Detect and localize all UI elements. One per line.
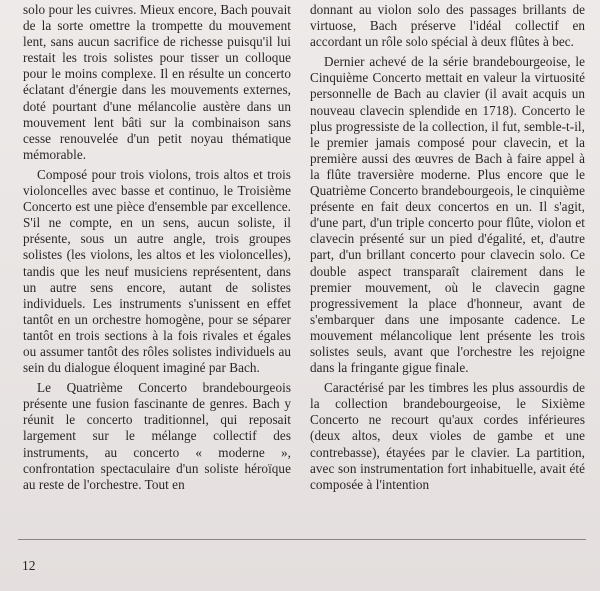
- left-text-column: [23, 2, 291, 493]
- right-text-column: [310, 2, 585, 493]
- paragraph: Dernier achevé de la série brandebourgeoise, le Cinquième Concerto mettait en valeur la virtuosité personnelle de Bach au clavier (il avait acquis un nouveau clavecin splendide en 1718). Concerto le plus progressiste de la collection, il fut, semble-t-il, le premier jamais composé pour clavecin, et la première aussi des œuvres de Bach à faire appel à la flûte traversière moderne. Plus encore que le Quatrième Concerto brandebourgeois, le cinquième présente en fait deux concertos en un. Il s'agit, d'une part, d'un triple concerto pour flûte, violon et clavecin présenté sur un pied d'égalité, et, d'autre part, d'un brillant concerto pour clavecin solo. Ce double aspect transparaît clairement dans le premier mouvement, où le clavecin gagne progressivement la place d'honneur, avant de s'embarquer dans une imposante cadence. Le mouvement mélancolique lent présente les trois solistes seuls, avant que l'orchestre les rejoigne dans la fringante gigue finale.: [310, 54, 585, 376]
- paragraph: solo pour les cuivres. Mieux encore, Bach pouvait de la sorte omettre la trompette du mouvement lent, sans aucun sacrifice de richesse puisqu'il lui restait les trois solistes pour tisser un colloque pour le moins complexe. Il en résulte un concerto éclatant d'énergie dans les mouvements externes, doté pourtant d'une mélancolie austère dans un mouvement lent bâti sur la combinaison sans cesse renouvelée d'un petit noyau thématique mémorable.: [23, 2, 291, 162]
- paragraph: Composé pour trois violons, trois altos et trois violoncelles avec basse et continuo, le Troisième Concerto est une pièce d'ensemble par excellence. S'il ne compte, en un sens, aucun soliste, il présente, sous un autre angle, trois groupes solistes (les violons, les altos et les violoncelles), tandis que les neuf musiciens représentent, dans un autre sens encore, autant de solistes individuels. Les instruments s'unissent en effet tantôt en un orchestre homogène, pour se séparer tantôt en trois sections à la fois rivales et égales ou assumer tantôt des rôles solistes individuels au sein du dialogue éloquent imaginé par Bach.: [23, 166, 291, 376]
- paragraph: Le Quatrième Concerto brandebourgeois présente une fusion fascinante de genres. Bach y réunit le concerto traditionnel, qui reposait largement sur le mélange collectif des instruments, au concerto « moderne », confrontation spectaculaire d'un soliste héroïque au reste de l'orchestre. Tout en: [23, 380, 291, 492]
- footer-rule: [18, 539, 586, 540]
- paragraph: Caractérisé par les timbres les plus assourdis de la collection brandebourgeoise, le Sixième Concerto ne recourt qu'aux cordes inférieures (deux altos, deux violes de gambe et une contrebasse), étayées par le clavier. La partition, avec son instrumentation fort inhabituelle, avait été composée à l'intention: [310, 380, 585, 492]
- page-number: 12: [22, 558, 36, 573]
- paragraph: donnant au violon solo des passages brillants de virtuose, Bach préserve l'idéal collectif en accordant un rôle solo spécial à deux flûtes à bec.: [310, 2, 585, 50]
